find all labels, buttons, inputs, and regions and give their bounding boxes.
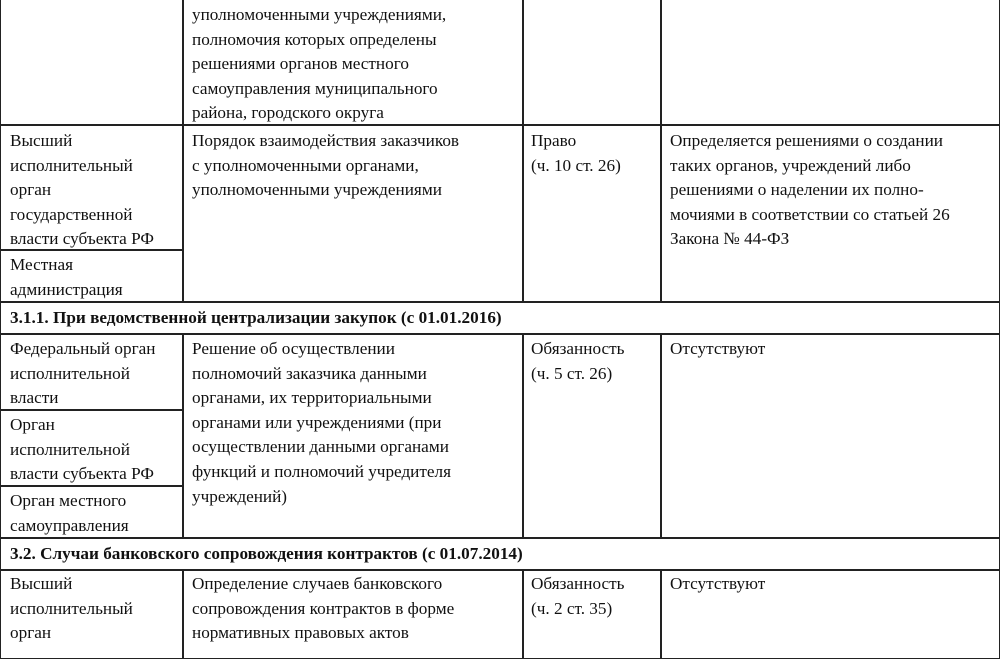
r1-action-text: Порядок взаимодействия заказчиков с уполномоченными органами, уполномоченными учреждениями [192, 131, 460, 200]
cell-r2-note [660, 333, 1000, 539]
r2-subject-2-text: Орган исполнительной власти субъекта РФ [10, 415, 154, 484]
section-title-3-2: 3.2. Случаи банковского сопровождения контрактов (с 01.07.2014) [10, 544, 523, 563]
r3-note-text: Отсутствуют [670, 574, 766, 593]
r3-subject-1-text: Высший исполнительный орган [10, 574, 133, 643]
cell-top-type [522, 0, 662, 126]
r2-type-text: Обязанность (ч. 5 ст. 26) [531, 339, 625, 383]
section-title-3-1-1: 3.1.1. При ведомственной централизации закупок (с 01.01.2016) [10, 308, 502, 327]
r2-action-text: Решение об осуществлении полномочий заказчика данными органами, их территориальными органами или учреждениями (при осуществлении данными органами функций и полномочий учредителя учреждений) [192, 339, 452, 506]
r1-subject-2-text: Местная администрация [10, 255, 123, 299]
r3-action-text: Определение случаев банковского сопровождения контрактов в форме нормативных правовых актов [192, 574, 455, 643]
cell-top-subject [0, 0, 184, 126]
r1-type-text: Право (ч. 10 ст. 26) [531, 131, 621, 175]
r1-note-text: Определяется решениями о создании таких органов, учреждений либо решениями о наделении их полно- мочиями в соответствии со статьей 26 Закона № 44-ФЗ [670, 131, 950, 249]
cell-top-note [660, 0, 1000, 126]
top-action-text: уполномоченными учреждениями, полномочия которых определены решениями органов местного самоуправления муниципального района, городского округа [192, 5, 447, 123]
r2-subject-1-text: Федеральный орган исполнительной власти [10, 339, 156, 408]
r1-subject-1-text: Высший исполнительный орган государственной власти субъекта РФ [10, 131, 154, 249]
r2-note-text: Отсутствуют [670, 339, 766, 358]
r2-subject-3-text: Орган местного самоуправления [10, 491, 129, 535]
r3-type-text: Обязанность (ч. 2 ст. 35) [531, 574, 625, 618]
